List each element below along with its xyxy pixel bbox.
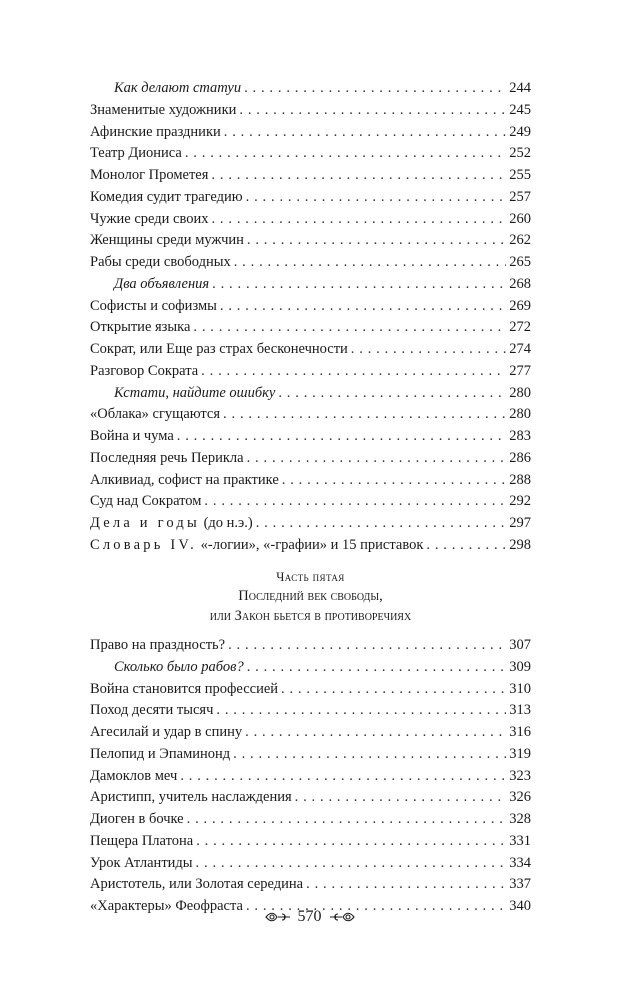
dot-leader [281,679,506,701]
toc-entry-title: Война и чума [90,428,174,444]
toc-entry-title: Два объявления [114,275,210,292]
toc-entry [90,722,531,744]
dot-leader [216,700,506,722]
toc-entry-page: 337 [509,876,531,893]
toc-entry-title: Разговор Сократа [90,362,199,379]
dot-leader [220,296,506,318]
toc-entry [90,635,531,657]
toc-entry-page: 260 [509,210,531,227]
toc-entry-title: Агесилай и удар в спину [90,724,243,740]
dot-leader [187,809,506,831]
dot-leader [245,722,506,744]
page-number: 570 [297,908,322,925]
toc-entry [90,361,531,383]
toc-entry-title: Война становится профессией [90,680,279,697]
toc-entry [90,831,531,853]
toc-entry-page: 265 [509,254,531,270]
toc-entry-page: 316 [509,724,531,740]
toc-entry-title: Словарь IV. «-логии», «-графии» и 15 приставок [90,536,424,553]
toc-entry [90,143,531,165]
toc-entry-page: 252 [509,145,531,162]
part-label: Часть пятая [276,570,345,584]
toc-entry-title: Аристотель, или Золотая середина [90,876,304,893]
toc-entry-title: Пещера Платона [90,832,194,849]
toc-entry-page: 323 [509,767,531,784]
toc-entry-page: 277 [509,362,531,379]
toc-entry-title: Афинские праздники [90,123,221,140]
toc-entry-page: 310 [509,680,531,697]
toc-entry-title: «Характеры» Феофраста [90,898,243,914]
toc-entry-title: Сколько было рабов? [114,658,244,675]
dot-leader [246,187,506,209]
toc-entry [90,296,531,318]
dot-leader [239,100,506,122]
dot-leader [282,470,506,492]
dot-leader [426,535,506,557]
toc-entry-page: 309 [509,658,531,675]
toc-entry-title: Открытие языка [90,319,191,336]
toc-entry-title: Последняя речь Перикла [90,449,244,466]
toc-entry-page: 262 [509,232,531,249]
dot-leader [212,274,506,296]
toc-entry-title: Чужие среди своих [90,210,209,227]
toc-entry-title: Пелопид и Эпаминонд [90,745,231,762]
toc-entry-title: Театр Диониса [90,145,182,162]
dot-leader [306,874,506,896]
dot-leader [224,122,506,144]
dot-leader [185,143,506,165]
toc-entry-title: Право на праздность? [90,637,226,653]
toc-entry-title: Рабы среди свободных [90,254,231,270]
toc-entry [90,317,531,339]
toc-entry-page: 328 [509,811,531,827]
toc-entry-title: Как делают статуи [114,80,242,96]
dot-leader [201,361,506,383]
toc-entry-page: 283 [509,428,531,444]
part-title-line1: Последний век свободы, [238,588,383,604]
toc-entry [90,165,531,187]
dot-leader [196,853,506,875]
toc-entry-page: 274 [509,341,531,357]
toc-entry [90,122,531,144]
toc-entry [90,470,531,492]
dot-leader [247,448,506,470]
toc-entry [90,274,531,296]
toc-entry-page: 292 [509,493,531,510]
toc-entry [90,766,531,788]
toc-entry-title: Знаменитые художники [90,101,237,118]
toc-entry-page: 334 [509,854,531,871]
dot-leader [211,165,506,187]
dot-leader [180,766,506,788]
toc-entry-title: Поход десяти тысяч [90,702,214,719]
toc-entry-page: 326 [509,789,531,806]
toc-entry-page: 297 [509,515,531,531]
dot-leader [211,209,506,231]
dot-leader [351,339,506,361]
fleuron-left-icon [264,911,292,923]
toc-entry-page: 319 [509,745,531,762]
toc-entry-page: 268 [509,275,531,292]
toc-entry-title: «Облака» сгущаются [90,406,221,423]
toc-entry [90,535,531,557]
toc-entry-page: 255 [509,167,531,183]
dot-leader [204,491,506,513]
dot-leader [295,787,506,809]
toc-entry [90,448,531,470]
toc-entry [90,853,531,875]
dot-leader [234,252,506,274]
toc-entry-page: 245 [509,101,531,118]
toc-list-bottom [90,635,531,918]
toc-entry-title: Диоген в бочке [90,811,184,827]
toc-entry-title: Аристипп, учитель наслаждения [90,789,292,806]
toc-entry [90,404,531,426]
toc-entry-title: Софисты и софизмы [90,297,217,314]
toc-entry-title: Сократ, или Еще раз страх бесконечности [90,341,348,357]
toc-entry-page: 280 [509,406,531,423]
toc-entry [90,100,531,122]
toc-entry [90,700,531,722]
toc-entry [90,657,531,679]
toc-entry-page: 249 [509,123,531,140]
dot-leader [193,317,506,339]
toc-entry-page: 280 [509,384,531,401]
toc-entry [90,513,531,535]
toc-entry [90,679,531,701]
toc-entry-page: 272 [509,319,531,336]
toc-entry-title: Алкивиад, софист на практике [90,471,279,488]
toc-entry-page: 269 [509,297,531,314]
toc-entry-page: 288 [509,471,531,488]
toc-entry [90,230,531,252]
toc-entry [90,187,531,209]
toc-entry [90,787,531,809]
dot-leader [177,426,506,448]
toc-entry [90,809,531,831]
dot-leader [233,744,506,766]
dot-leader [223,404,506,426]
toc-entry [90,874,531,896]
dot-leader [247,230,506,252]
toc-entry [90,209,531,231]
dot-leader [244,78,506,100]
toc-entry-page: 313 [509,702,531,719]
toc-entry [90,383,531,405]
part-heading [90,568,531,626]
dot-leader [247,657,506,679]
toc-entry-page: 286 [509,449,531,466]
toc-entry-title: Комедия судит трагедию [90,188,243,205]
toc-entry-title: Кстати, найдите ошибку [114,384,276,401]
toc-entry-title: Дела и годы (до н.э.) [90,515,253,531]
toc-entry-page: 298 [509,536,531,553]
dot-leader [256,513,506,535]
part-title-line2: или Закон бьется в противоречиях [209,608,412,624]
toc-entry-page: 244 [509,80,531,96]
toc-entry-page: 307 [509,637,531,653]
toc-entry-page: 340 [509,898,531,914]
toc-entry [90,426,531,448]
page-footer [0,908,619,926]
toc-list-top [90,78,531,557]
dot-leader [278,383,506,405]
fleuron-right-icon [328,911,356,923]
toc-entry-title: Женщины среди мужчин [90,232,244,249]
toc-entry-title: Суд над Сократом [90,493,202,510]
toc-entry [90,491,531,513]
toc-entry [90,78,531,100]
toc-entry [90,744,531,766]
toc-entry-title: Урок Атлантиды [90,854,193,871]
toc-entry [90,252,531,274]
toc-entry-page: 331 [509,832,531,849]
toc-entry-title: Монолог Прометея [90,167,209,183]
toc-entry-page: 257 [509,188,531,205]
dot-leader [196,831,506,853]
toc-entry [90,339,531,361]
dot-leader [228,635,506,657]
toc-entry-title: Дамоклов меч [90,767,178,784]
